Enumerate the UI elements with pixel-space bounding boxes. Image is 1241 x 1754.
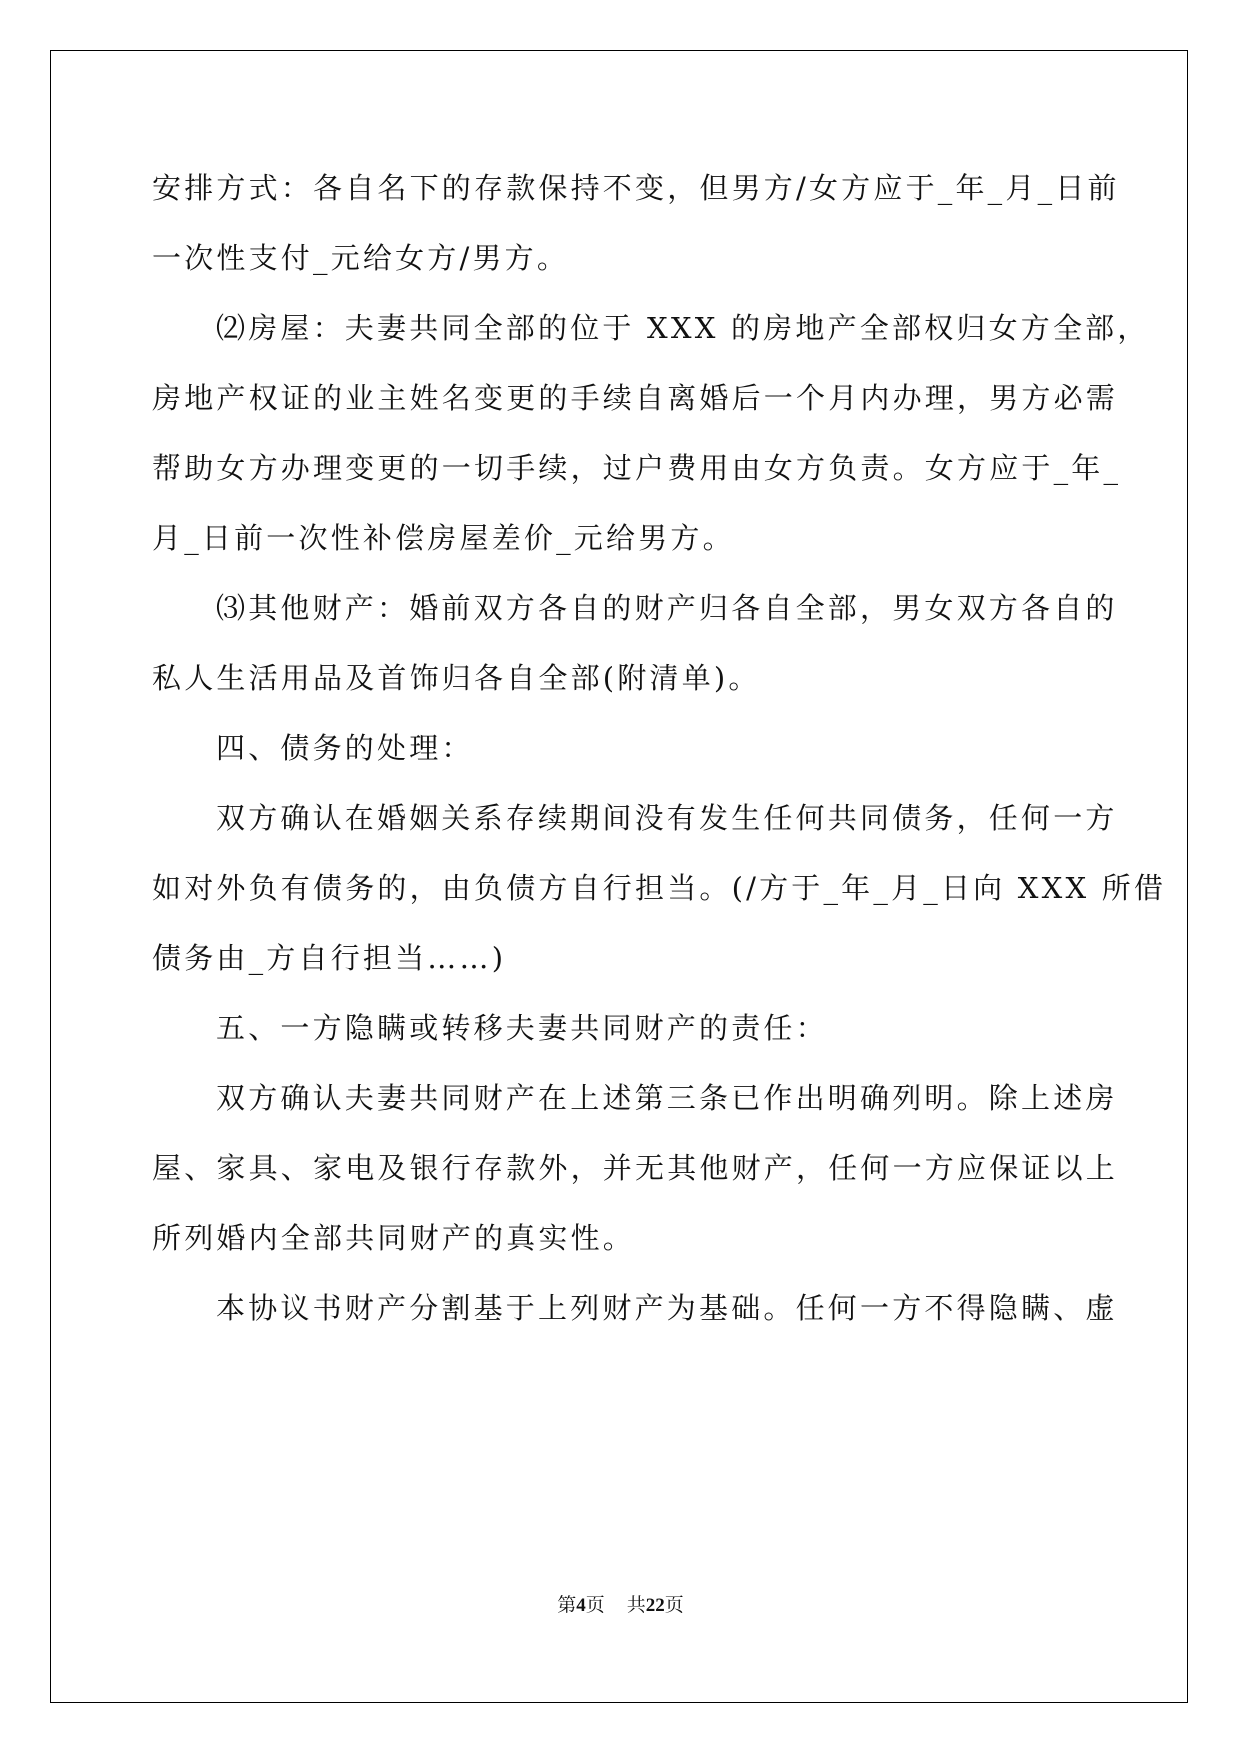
text-line: 私人生活用品及首饰归各自全部(附清单)。 <box>152 661 761 695</box>
section-heading: 四、债务的处理： <box>216 731 474 765</box>
total-pages: 22 <box>645 1595 665 1616</box>
text-line: 双方确认夫妻共同财产在上述第三条已作出明确列明。除上述房 <box>216 1081 1118 1115</box>
text-line: ⑵房屋：夫妻共同全部的位于 XXX 的房地产全部权归女方全部， <box>216 311 1150 345</box>
section-heading: 五、一方隐瞒或转移夫妻共同财产的责任： <box>216 1011 828 1045</box>
page-number: 4 <box>576 1595 586 1616</box>
text-line: 屋、家具、家电及银行存款外，并无其他财产，任何一方应保证以上 <box>152 1151 1119 1185</box>
page-suffix: 页 <box>585 1594 605 1616</box>
text-line: 所列婚内全部共同财产的真实性。 <box>152 1221 636 1255</box>
text-line: 一次性支付_元给女方/男方。 <box>152 241 570 275</box>
total-prefix: 共 <box>626 1594 646 1616</box>
text-line: 月_日前一次性补偿房屋差价_元给男方。 <box>152 521 735 555</box>
text-line: 本协议书财产分割基于上列财产为基础。任何一方不得隐瞒、虚 <box>216 1291 1118 1325</box>
text-line: 帮助女方办理变更的一切手续，过户费用由女方负责。女方应于_年_ <box>152 451 1122 485</box>
page-footer <box>0 1590 1241 1617</box>
text-line: 安排方式：各自名下的存款保持不变，但男方/女方应于_年_月_日前 <box>152 171 1120 205</box>
text-line: ⑶其他财产：婚前双方各自的财产归各自全部，男女双方各自的 <box>216 591 1118 625</box>
text-line: 双方确认在婚姻关系存续期间没有发生任何共同债务，任何一方 <box>216 801 1118 835</box>
text-line: 房地产权证的业主姓名变更的手续自离婚后一个月内办理，男方必需 <box>152 381 1119 415</box>
total-suffix: 页 <box>664 1594 684 1616</box>
text-line: 债务由_方自行担当……) <box>152 941 507 975</box>
text-line: 如对外负有债务的，由负债方自行担当。(/方于_年_月_日向 XXX 所借 <box>152 871 1167 905</box>
page-prefix: 第 <box>557 1594 577 1616</box>
